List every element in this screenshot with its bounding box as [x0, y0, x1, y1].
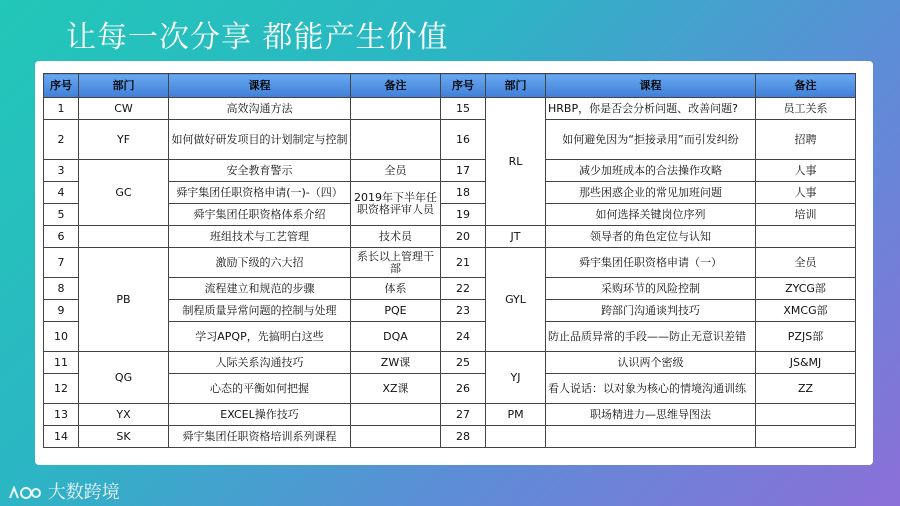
- note-cell: 技术员: [351, 226, 441, 248]
- table-row: [44, 426, 856, 448]
- brand-logo-icon: [8, 484, 42, 502]
- course-cell: 跨部门沟通谈判技巧: [546, 300, 756, 322]
- table-header-row: [44, 74, 856, 98]
- row-no: 15: [441, 98, 486, 120]
- note-cell: DQA: [351, 322, 441, 352]
- note-cell: 招聘: [756, 120, 856, 160]
- row-no: 19: [441, 204, 486, 226]
- dept-cell: SK: [79, 426, 169, 448]
- row-no: 1: [44, 98, 79, 120]
- table-row: [44, 160, 856, 182]
- course-cell: 领导者的角色定位与认知: [546, 226, 756, 248]
- dept-cell: JT: [486, 226, 546, 248]
- note-cell: 全员: [351, 160, 441, 182]
- header-course-right: 课程: [546, 74, 756, 98]
- table-row: [44, 404, 856, 426]
- row-no: 10: [44, 322, 79, 352]
- header-dept: 部门: [79, 74, 169, 98]
- header-dept-right: 部门: [486, 74, 546, 98]
- dept-cell: YX: [79, 404, 169, 426]
- watermark-text: 大数跨境: [47, 482, 120, 503]
- dept-cell: [486, 426, 546, 448]
- table-row: [44, 352, 856, 374]
- row-no: 14: [44, 426, 79, 448]
- note-cell: [756, 426, 856, 448]
- note-cell: ZW课: [351, 352, 441, 374]
- note-cell: [756, 226, 856, 248]
- note-cell: 培训: [756, 204, 856, 226]
- course-cell: 采购环节的风险控制: [546, 278, 756, 300]
- row-no: 24: [441, 322, 486, 352]
- table-row: [44, 248, 856, 278]
- course-cell: 职场精进力—思维导图法: [546, 404, 756, 426]
- header-course: 课程: [169, 74, 351, 98]
- course-cell: 班组技术与工艺管理: [169, 226, 351, 248]
- course-table: [43, 73, 856, 448]
- row-no: 12: [44, 374, 79, 404]
- dept-cell: [79, 226, 169, 248]
- note-cell: JS&MJ: [756, 352, 856, 374]
- course-cell: 舜宇集团任职资格培训系列课程: [169, 426, 351, 448]
- row-no: 25: [441, 352, 486, 374]
- course-cell: 减少加班成本的合法操作攻略: [546, 160, 756, 182]
- table-row: [44, 98, 856, 120]
- note-cell: ZZ: [756, 374, 856, 404]
- course-cell: 激励下级的六大招: [169, 248, 351, 278]
- course-cell: 高效沟通方法: [169, 98, 351, 120]
- header-no: 序号: [44, 74, 79, 98]
- row-no: 4: [44, 182, 79, 204]
- row-no: 20: [441, 226, 486, 248]
- dept-cell: YJ: [486, 352, 546, 404]
- note-cell: [351, 404, 441, 426]
- course-cell: 看人说话：以对象为核心的情境沟通训练: [546, 374, 756, 404]
- course-cell: 那些困惑企业的常见加班问题: [546, 182, 756, 204]
- note-cell: [756, 404, 856, 426]
- course-cell: [546, 426, 756, 448]
- dept-cell: YF: [79, 120, 169, 160]
- note-cell: [351, 120, 441, 160]
- course-cell: 安全教育警示: [169, 160, 351, 182]
- row-no: 6: [44, 226, 79, 248]
- dept-cell: QG: [79, 352, 169, 404]
- dept-cell: PM: [486, 404, 546, 426]
- course-cell: 如何选择关键岗位序列: [546, 204, 756, 226]
- course-cell: 学习APQP，先搞明白这些: [169, 322, 351, 352]
- note-cell: 2019年下半年任职资格评审人员: [351, 182, 441, 226]
- row-no: 23: [441, 300, 486, 322]
- course-cell: 流程建立和规范的步骤: [169, 278, 351, 300]
- course-cell: 认识两个密级: [546, 352, 756, 374]
- note-cell: [351, 98, 441, 120]
- row-no: 27: [441, 404, 486, 426]
- row-no: 18: [441, 182, 486, 204]
- course-cell: 舜宇集团任职资格申请（一）: [546, 248, 756, 278]
- row-no: 7: [44, 248, 79, 278]
- note-cell: 全员: [756, 248, 856, 278]
- note-cell: XMCG部: [756, 300, 856, 322]
- row-no: 22: [441, 278, 486, 300]
- row-no: 16: [441, 120, 486, 160]
- row-no: 21: [441, 248, 486, 278]
- note-cell: [351, 426, 441, 448]
- note-cell: XZ课: [351, 374, 441, 404]
- note-cell: PQE: [351, 300, 441, 322]
- course-cell: EXCEL操作技巧: [169, 404, 351, 426]
- watermark: [8, 478, 120, 504]
- row-no: 2: [44, 120, 79, 160]
- note-cell: ZYCG部: [756, 278, 856, 300]
- page-title: 让每一次分享 都能产生价值: [66, 20, 449, 55]
- header-no-right: 序号: [441, 74, 486, 98]
- note-cell: 人事: [756, 182, 856, 204]
- note-cell: PZJS部: [756, 322, 856, 352]
- dept-cell: GYL: [486, 248, 546, 352]
- note-cell: 系长以上管理干部: [351, 248, 441, 278]
- row-no: 5: [44, 204, 79, 226]
- row-no: 17: [441, 160, 486, 182]
- row-no: 28: [441, 426, 486, 448]
- course-cell: 舜宇集团任职资格申请(一)-（四）: [169, 182, 351, 204]
- table-row: [44, 120, 856, 160]
- row-no: 13: [44, 404, 79, 426]
- header-note: 备注: [351, 74, 441, 98]
- course-cell: 制程质量异常问题的控制与处理: [169, 300, 351, 322]
- course-cell: 如何做好研发项目的计划制定与控制: [169, 120, 351, 160]
- dept-cell: CW: [79, 98, 169, 120]
- header-note-right: 备注: [756, 74, 856, 98]
- note-cell: 人事: [756, 160, 856, 182]
- course-cell: 如何避免因为“拒接录用”而引发纠纷: [546, 120, 756, 160]
- table-row: [44, 226, 856, 248]
- row-no: 3: [44, 160, 79, 182]
- dept-cell: PB: [79, 248, 169, 352]
- dept-cell: GC: [79, 160, 169, 226]
- row-no: 26: [441, 374, 486, 404]
- course-cell: 舜宇集团任职资格体系介绍: [169, 204, 351, 226]
- course-cell: HRBP，你是否会分析问题、改善问题?: [546, 98, 756, 120]
- course-cell: 防止品质异常的手段——防止无意识差错: [546, 322, 756, 352]
- course-cell: 心态的平衡如何把握: [169, 374, 351, 404]
- dept-cell: RL: [486, 98, 546, 226]
- row-no: 8: [44, 278, 79, 300]
- course-cell: 人际关系沟通技巧: [169, 352, 351, 374]
- note-cell: 体系: [351, 278, 441, 300]
- row-no: 11: [44, 352, 79, 374]
- course-table-card: [35, 61, 873, 465]
- note-cell: 员工关系: [756, 98, 856, 120]
- row-no: 9: [44, 300, 79, 322]
